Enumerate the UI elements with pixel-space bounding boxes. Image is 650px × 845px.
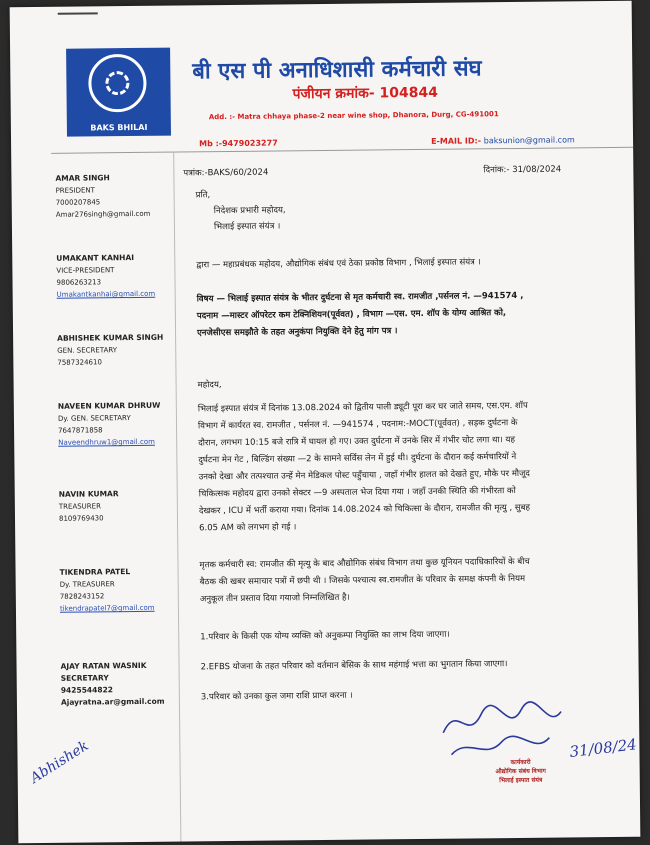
body-line: मृतक कर्मचारी स्व: रामजीत की मृत्यु के बाद औद्योगिक संबंध विभाग तथा कुछ यूनियन पदाधिकारियों के बीच <box>199 556 530 571</box>
bearer-role: SECRETARY <box>60 673 109 683</box>
bearer-phone: 7828243152 <box>59 592 105 601</box>
pen-mark <box>58 12 98 14</box>
addressee-line-1: निदेशक प्रभारी महोदय, <box>213 205 286 217</box>
bearer-entry <box>58 400 176 449</box>
to-prefix: प्रति, <box>195 190 211 201</box>
union-logo <box>66 48 171 137</box>
point-2: 2.EFBS योजना के तहत परिवार को वर्तमान बेसिक के साथ महंगाई भत्ता का भुगतान किया जाएगा। <box>200 659 508 673</box>
bearer-name: TIKENDRA PATEL <box>59 567 131 577</box>
subject <box>197 287 628 343</box>
bearer-entry <box>57 332 175 369</box>
bearer-role: Dy. GEN. SECRETARY <box>57 414 131 423</box>
point-1: 1.परिवार के किसी एक योग्य व्यक्ति को अनुकम्पा नियुक्ति का लाभ दिया जाएगा। <box>200 629 450 643</box>
bearer-name: NAVIN KUMAR <box>58 489 119 499</box>
bearer-phone: 7000207845 <box>55 198 101 207</box>
body-line: देखकर , ICU में भर्ती कराया गया। दिनांक 14.08.2024 को चिकित्सा के दौरान, रामजीत की मृत्यु , सुबह <box>198 502 531 517</box>
bearer-phone: 9425544822 <box>60 685 114 695</box>
addressee-line-2: भिलाई इस्पात संयंत्र । <box>213 221 281 233</box>
through-line: द्वारा — महाप्रबंधक महोदय, औद्योगिक संबंध एवं ठेका प्रकोष्ठ विभाग , भिलाई इस्पात संयंत्र । <box>196 257 481 271</box>
body-line: दुर्घटना मेन गेट , बिल्डिंग संख्या —2 के सामने सर्विस लेन में हुई थी। दुर्घटना के दौरान कई कर्मचारियों ने <box>198 451 517 466</box>
signature-date: 31/08/24 <box>568 735 638 761</box>
body-line: उनको देखा और तत्पश्चात उन्हें मेन मेडिकल पोस्ट पहुँचाया , जहाँ गंभीर हालत को देखते हुए, मौके पर मौजूद <box>198 468 530 483</box>
bearer-phone: 8109769430 <box>58 514 104 523</box>
body-line: भिलाई इस्पात संयंत्र में दिनांक 13.08.2024 को द्वितीय पाली ड्यूटी पूरा कर घर जाते समय, एस.एम. शॉप <box>197 400 528 415</box>
bearer-email[interactable]: Umakantkanhai@gmail.com <box>56 289 156 299</box>
bearer-phone: 7647871858 <box>58 426 103 435</box>
bearer-name: NAVEEN KUMAR DHRUW <box>57 400 161 411</box>
bearer-entry <box>59 488 177 525</box>
email-value: baksunion@gmail.com <box>483 135 575 146</box>
mobile-number: Mb :-9479023277 <box>199 138 278 149</box>
header-divider <box>51 147 633 154</box>
body-line: बैठक की खबर समाचार पत्रों में छपी थी । जिसके पश्चात्य स्व.रामजीत के परिवार के समक्ष कंपनी के नियम <box>199 573 526 588</box>
bearer-entry <box>60 660 178 709</box>
official-stamp <box>466 757 576 785</box>
bearer-name: AMAR SINGH <box>55 173 110 183</box>
stamp-line: औद्योगिक संबंध विभाग <box>495 767 546 776</box>
address: Add. :- Matra chhaya phase-2 near wine shop, Dhanora, Durg, CG-491001 <box>208 110 499 122</box>
subject-line: विषय — भिलाई इस्पात संयंत्र के भीतर दुर्घटना से मृत कर्मचारी स्व. रामजीत ,पर्सनल नं. —941574 , <box>196 290 524 305</box>
bearer-email: Amar276singh@gmail.com <box>55 209 151 219</box>
bearer-phone: 7587324610 <box>57 358 102 367</box>
bearer-role: PRESIDENT <box>55 186 95 195</box>
body-paragraph-1 <box>198 397 629 537</box>
bearer-name: AJAY RATAN WASNIK <box>60 660 147 671</box>
subject-line: एनजेसीएस समझौते के तहत अनुकंपा नियुक्ति देने हेतु मांग पत्र । <box>197 326 398 339</box>
body-line: अनुकूल तीन प्रस्ताव दिया गयाजो निम्नलिखित है। <box>199 592 350 605</box>
bearer-name: UMAKANT KANHAI <box>56 252 135 263</box>
body-line: 6.05 AM को लगभग हो गई । <box>199 522 297 534</box>
bearer-name: ABHISHEK KUMAR SINGH <box>57 332 164 343</box>
bearer-phone: 9806263213 <box>56 278 102 287</box>
bearer-role: VICE-PRESIDENT <box>56 266 115 275</box>
letter-date: दिनांक:- 31/08/2024 <box>483 164 562 176</box>
email-label: E-MAIL ID:- <box>431 136 484 146</box>
bearer-email[interactable]: Naveendhruw1@gmail.com <box>58 437 155 447</box>
bearer-email: Ajayratna.ar@gmail.com <box>60 696 165 707</box>
office-bearers-sidebar <box>55 172 173 707</box>
bearer-role: TREASURER <box>58 502 101 511</box>
org-name: बी एस पी अनाधिशासी कर्मचारी संघ <box>192 56 482 85</box>
bearer-entry <box>60 566 178 615</box>
subject-line: पदनाम —मास्टर ऑपरेटर कम टेक्निशियन(पूर्ववत) , विभाग —एस. एम. शॉप के योग्य आश्रित को, <box>196 308 507 322</box>
registration-number: पंजीयन क्रमांक- 104844 <box>292 84 439 103</box>
point-3: 3.परिवार को उनका कुल जमा राशि प्राप्त करना । <box>200 690 353 703</box>
body-line: दौरान, लगभग 10:15 बजे रात्रि में घायल हो गए। उक्त दुर्घटना में उनके सिर में गंभीर चोट लगा था। यह <box>198 435 516 449</box>
bearer-role: Dy. TREASURER <box>59 580 115 589</box>
bearer-entry <box>55 172 173 221</box>
letter-sheet <box>10 1 641 843</box>
bearer-email[interactable]: tikendrapatel7@gmail.com <box>59 603 155 613</box>
stamp-line: भिलाई इस्पात संयंत्र <box>499 776 543 785</box>
body-line: चिकित्सक महोदय द्वारा उनको सेक्टर —9 अस्पताल भेज दिया गया । जहाँ उनकी स्थिति की गंभीरता को <box>198 486 516 500</box>
handwritten-name: Abhishek <box>27 737 92 787</box>
body-paragraph-2 <box>199 553 630 609</box>
stamp-line: कार्यकारी <box>510 758 531 767</box>
bearer-entry <box>56 252 174 301</box>
body-line: विभाग में कार्यरत स्व. रामजीत , पर्सनल नं. —941574 , पदनाम:-MOCT(पूर्ववत) , सड़क दुर्घटना के <box>197 417 518 432</box>
reference-number: पत्रांक:-BAKS/60/2024 <box>183 167 269 179</box>
gear-emblem-icon <box>88 54 147 113</box>
email-line <box>431 135 575 146</box>
salutation: महोदय, <box>197 380 222 391</box>
letter-body <box>183 161 623 703</box>
logo-text: BAKS BHILAI <box>90 122 148 133</box>
bearer-role: GEN. SECRETARY <box>57 346 118 355</box>
